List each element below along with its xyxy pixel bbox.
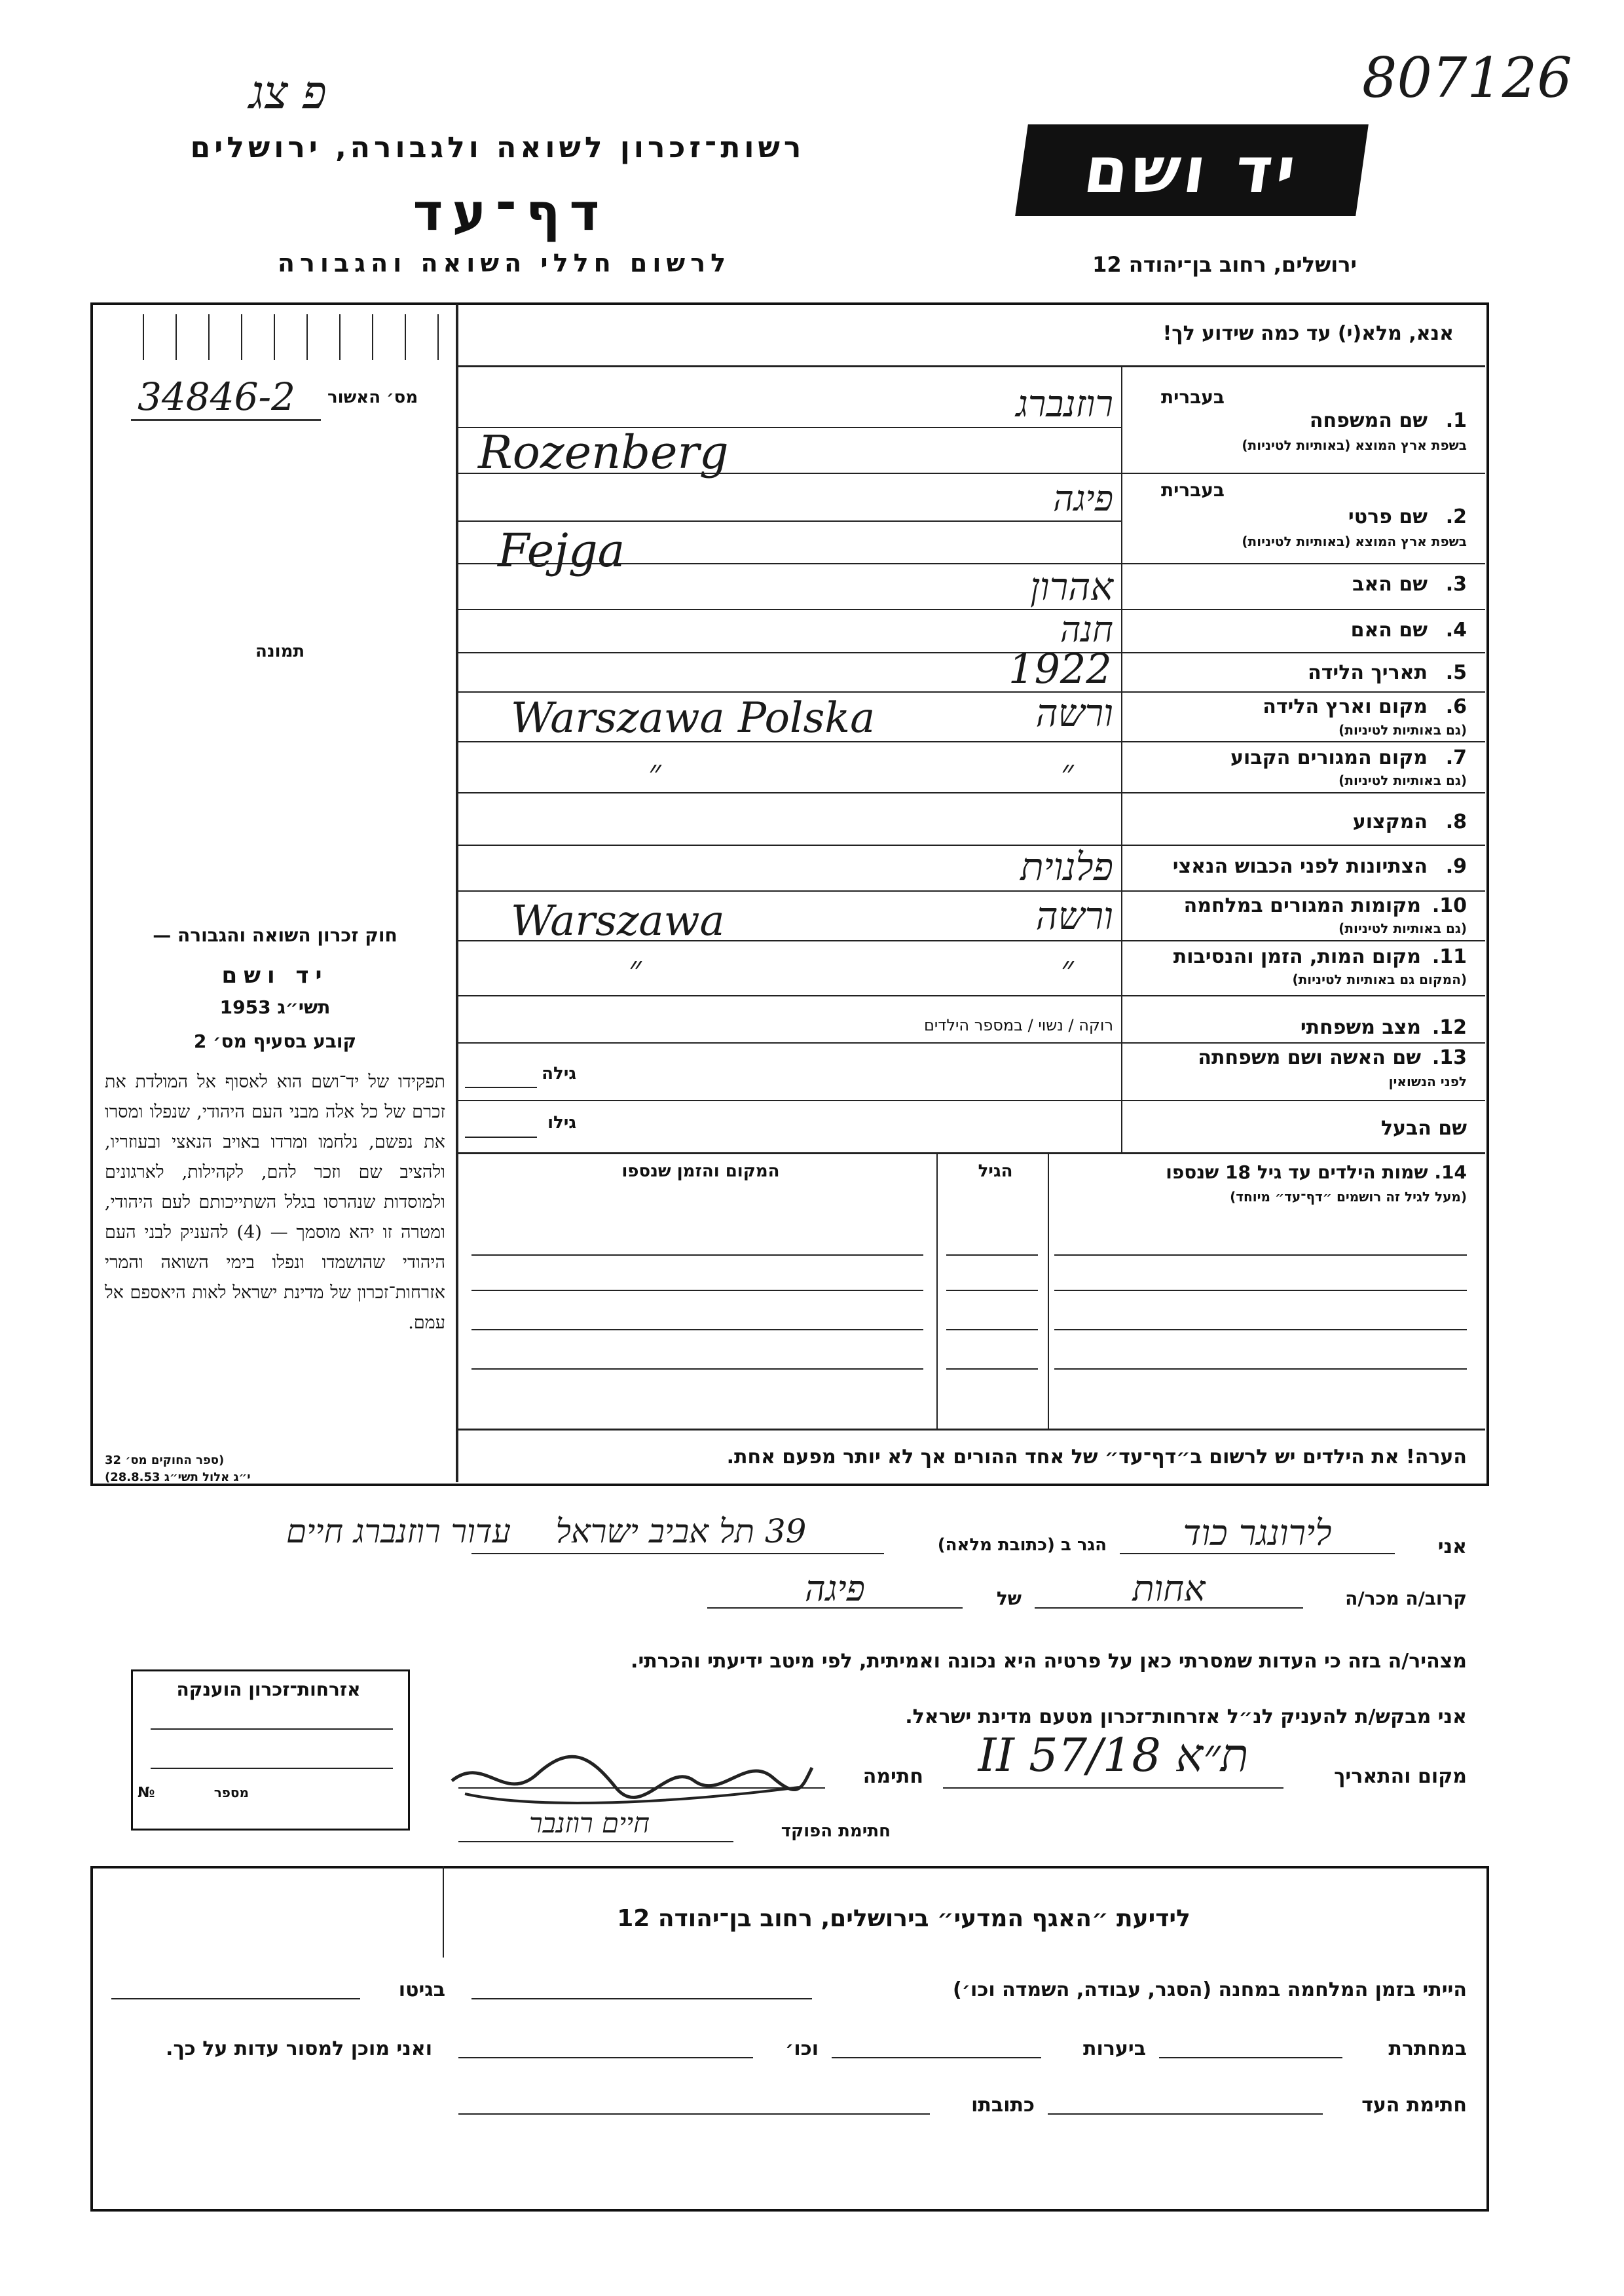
in-hebrew-1: בעברית — [1160, 386, 1225, 408]
field-2-sub: בשפת ארץ המוצא (באותיות לטיניות) — [1242, 534, 1467, 549]
field-7-num: 7. — [1445, 746, 1467, 769]
field-1-num: 1. — [1445, 409, 1467, 432]
field-2-label: שם פרטי — [1348, 505, 1428, 528]
place-date-value: ת״א 18/II 57 — [978, 1728, 1249, 1782]
field-4-num: 4. — [1445, 619, 1467, 642]
info-title: לידיעת ״האגף המדעי״ בירושלים, רחוב בן־יהודה 12 — [617, 1905, 1190, 1932]
address-value: 39 תל אביב ישראל — [555, 1512, 807, 1550]
witness-sig-label: חתימת העד — [1361, 2094, 1467, 2117]
approval-number: 34846-2 — [138, 374, 296, 419]
field-10-num: 10. — [1431, 894, 1467, 917]
field-7-sub: (גם באותיות לטיניות) — [1338, 773, 1467, 788]
in-hebrew-2: בעברית — [1160, 479, 1225, 501]
yad-vashem-logo — [1015, 124, 1369, 216]
children-sub: (מעל לגיל זה רושמים ״דף־עד״ מיוחד) — [1230, 1189, 1467, 1205]
of-value: פיגה — [805, 1568, 865, 1609]
field-6-sub: (גם באותיות לטיניות) — [1338, 722, 1467, 738]
field-6-num: 6. — [1445, 695, 1467, 718]
logo-text: יד ושם — [1079, 134, 1304, 207]
form-instruction: אנא, מלא(י) עד כמה שידוע לך! — [1162, 322, 1454, 345]
field-10-sub: (גם באותיות לטיניות) — [1338, 920, 1467, 936]
field-9-label: הצתיונות לפני הכבוש הנאצי — [1172, 855, 1428, 878]
camp-text: הייתי בזמן המלחמה במחנה (הסגר, עבודה, השמדה וכו׳) — [953, 1978, 1467, 2001]
field-2-num: 2. — [1445, 505, 1467, 528]
form-subtitle: לרשום חללי השואה והגבורה — [277, 249, 731, 278]
field-1-label: שם המשפחה — [1309, 409, 1428, 432]
declare-text: מצהיר/ה בזה כי העדות שמסרתי כאן על פרטיה היא נכונה ואמיתית, לפי מיטב ידיעתי והכרתי. — [631, 1650, 1467, 1673]
field-13-label: שם האשה ושם משפחתה — [1198, 1046, 1421, 1069]
field-11-sub: (המקום גם באותיות לטיניות) — [1292, 972, 1467, 987]
field-11-latin-value: ״ — [629, 949, 642, 989]
ghetto-label: בגיטו — [398, 1978, 445, 2001]
forests-label: ביערות — [1083, 2037, 1146, 2060]
field-7-latin-value: ״ — [648, 753, 661, 792]
field-1-hebrew-value: רוזנברג — [1016, 383, 1113, 426]
field-9-num: 9. — [1445, 855, 1467, 878]
certificate-no-label: № — [138, 1785, 155, 1801]
field-1-latin-value: Rozenberg — [478, 426, 729, 479]
field-8-num: 8. — [1445, 811, 1467, 833]
children-place-header: המקום והזמן שנספו — [621, 1161, 780, 1181]
residing-label: הגר ב (כתובת מלאה) — [937, 1535, 1107, 1555]
ready-text: ואני מוכן למסור עדות על כך. — [166, 2037, 432, 2060]
field-12-num: 12. — [1431, 1016, 1467, 1039]
children-label: 14. שמות הילדים עד גיל 18 שנספו — [1166, 1161, 1467, 1183]
children-note: הערה! את הילדים יש לרשום ב״דף־עד״ של אחד ההורים אך לא יותר מפעם אחת. — [726, 1446, 1467, 1468]
field-6-latin-value: Warszawa Polska — [511, 694, 876, 742]
field-13-side-label: גילה — [542, 1064, 576, 1084]
field-13-num: 13. — [1431, 1046, 1467, 1069]
field-1-sub: בשפת ארץ המוצא (באותיות לטיניות) — [1242, 437, 1467, 453]
field-3-num: 3. — [1445, 573, 1467, 596]
field-2-hebrew-value: פיגה — [1053, 478, 1113, 519]
field-3-label: שם האב — [1352, 573, 1428, 596]
top-handwritten-code: פ צג — [249, 65, 327, 119]
field-11-value: ״ — [1061, 949, 1074, 989]
field-5-label: תאריך הלידה — [1308, 661, 1428, 684]
officer-signature-label: חתימת הפוקד — [781, 1821, 891, 1841]
underground-label: במחתרת — [1388, 2037, 1467, 2060]
declaration-i-label: אני — [1437, 1535, 1467, 1558]
field-9-value: פלנוית — [1020, 845, 1113, 889]
request-text: אני מבקש/ת להעניק לנ״ל אזרחות־זכרון מטעם מדינת ישראל. — [905, 1705, 1467, 1728]
witness-name: לירונגר כוד — [1183, 1512, 1332, 1554]
of-label: של — [996, 1588, 1022, 1609]
archive-number: 807126 — [1362, 46, 1572, 110]
officer-signature-value: חיים רוזנבר — [528, 1807, 650, 1839]
field-8-label: המקצוע — [1352, 811, 1428, 833]
approval-boxes — [111, 314, 439, 360]
signature-label: חתימה — [862, 1765, 923, 1788]
field-11-num: 11. — [1431, 945, 1467, 968]
field-11-label: מקום המות, הזמן והנסיבות — [1173, 945, 1421, 968]
field-13-sub: לפני הנשואין — [1388, 1074, 1467, 1089]
left-column-divider — [456, 304, 458, 1482]
relative-label: קרוב/ה מכר/ה — [1345, 1588, 1467, 1609]
approval-label: מס׳ האשור — [327, 388, 418, 407]
field-7-label: מקום המגורים הקבוע — [1230, 746, 1428, 769]
field-12-value: רוקה / נשוי / במספר הילדים — [924, 1016, 1113, 1034]
authority-line: רשות־זכרון לשואה ולגבורה, ירושלים — [190, 131, 805, 164]
certificate-number-label: מספר — [213, 1785, 249, 1800]
relation-value: אחות — [1132, 1568, 1206, 1609]
law-name: יד ושם — [221, 962, 329, 989]
form-title: דף־עד — [413, 183, 609, 242]
field-10-latin-value: Warszawa — [511, 897, 725, 945]
children-age-header: הגיל — [978, 1161, 1013, 1181]
etc-label: וכו׳ — [785, 2037, 819, 2060]
field-6-value: ורשה — [1035, 691, 1113, 735]
info-section-divider — [443, 1866, 444, 1958]
field-5-num: 5. — [1445, 661, 1467, 684]
law-body: תפקידו של יד־ושם הוא לאסוף אל המולדת את זכרם של כל אלה מבני העם היהודי, שנפלו ומסרו את נפשם, נלחמו ומרדו באויב הנאצי ובעוזריו, ולהציב שם וזכר להם, לקהילות, לארגונים ולמוסדות שנהרסו בגלל השתייכותם לעם היהודי, ומטרה זו יהא מוסמך — (4) להעניק לבני העם היהודי שהושמדו ונפלו בימי השואה והמרי אזרחות־זכרון של מדינת ישראל לאות היאספם אל עמם. — [105, 1072, 445, 1333]
field-3-value: אהרון — [1030, 564, 1113, 609]
field-10-label: מקומות המגורים במלחמה — [1183, 894, 1421, 917]
photo-label: תמונה — [255, 642, 305, 661]
field-12-label: מצב משפחתי — [1300, 1016, 1421, 1039]
field-husband-side-label: גילו — [547, 1113, 576, 1133]
field-4-label: שם האם — [1350, 619, 1428, 642]
law-source: (ספר החוקים מס׳ 32 — [105, 1453, 225, 1467]
info-address-label: כתובתו — [971, 2094, 1035, 2117]
label-divider — [1121, 367, 1122, 1152]
place-date-label: מקום והתאריך — [1334, 1765, 1467, 1788]
field-2-latin-value: Fejga — [498, 524, 625, 577]
law-source-2: י״ג אלול תשי״ג 28.8.53) — [105, 1470, 251, 1484]
certificate-title: אזרחות־זכרון הוענקה — [176, 1679, 361, 1700]
field-5-value: 1922 — [1008, 645, 1112, 693]
side-handwritten-name: עדור רוזנברג חיים — [286, 1512, 511, 1550]
address-line: ירושלים, רחוב בן־יהודה 12 — [1092, 252, 1357, 277]
field-7-value: ״ — [1061, 753, 1074, 792]
law-section: קובע בסעיף מס׳ 2 — [193, 1030, 357, 1052]
instruction-divider — [457, 365, 1485, 367]
law-title: חוק זכרון השואה והגבורה — — [153, 924, 397, 946]
field-10-value: ורשה — [1035, 894, 1113, 938]
law-year: תשי״ג 1953 — [219, 996, 331, 1018]
field-husband-label: שם הבעל — [1380, 1117, 1467, 1140]
field-6-label: מקום וארץ הלידה — [1263, 695, 1428, 718]
field-4-value: חנה — [1060, 609, 1113, 650]
